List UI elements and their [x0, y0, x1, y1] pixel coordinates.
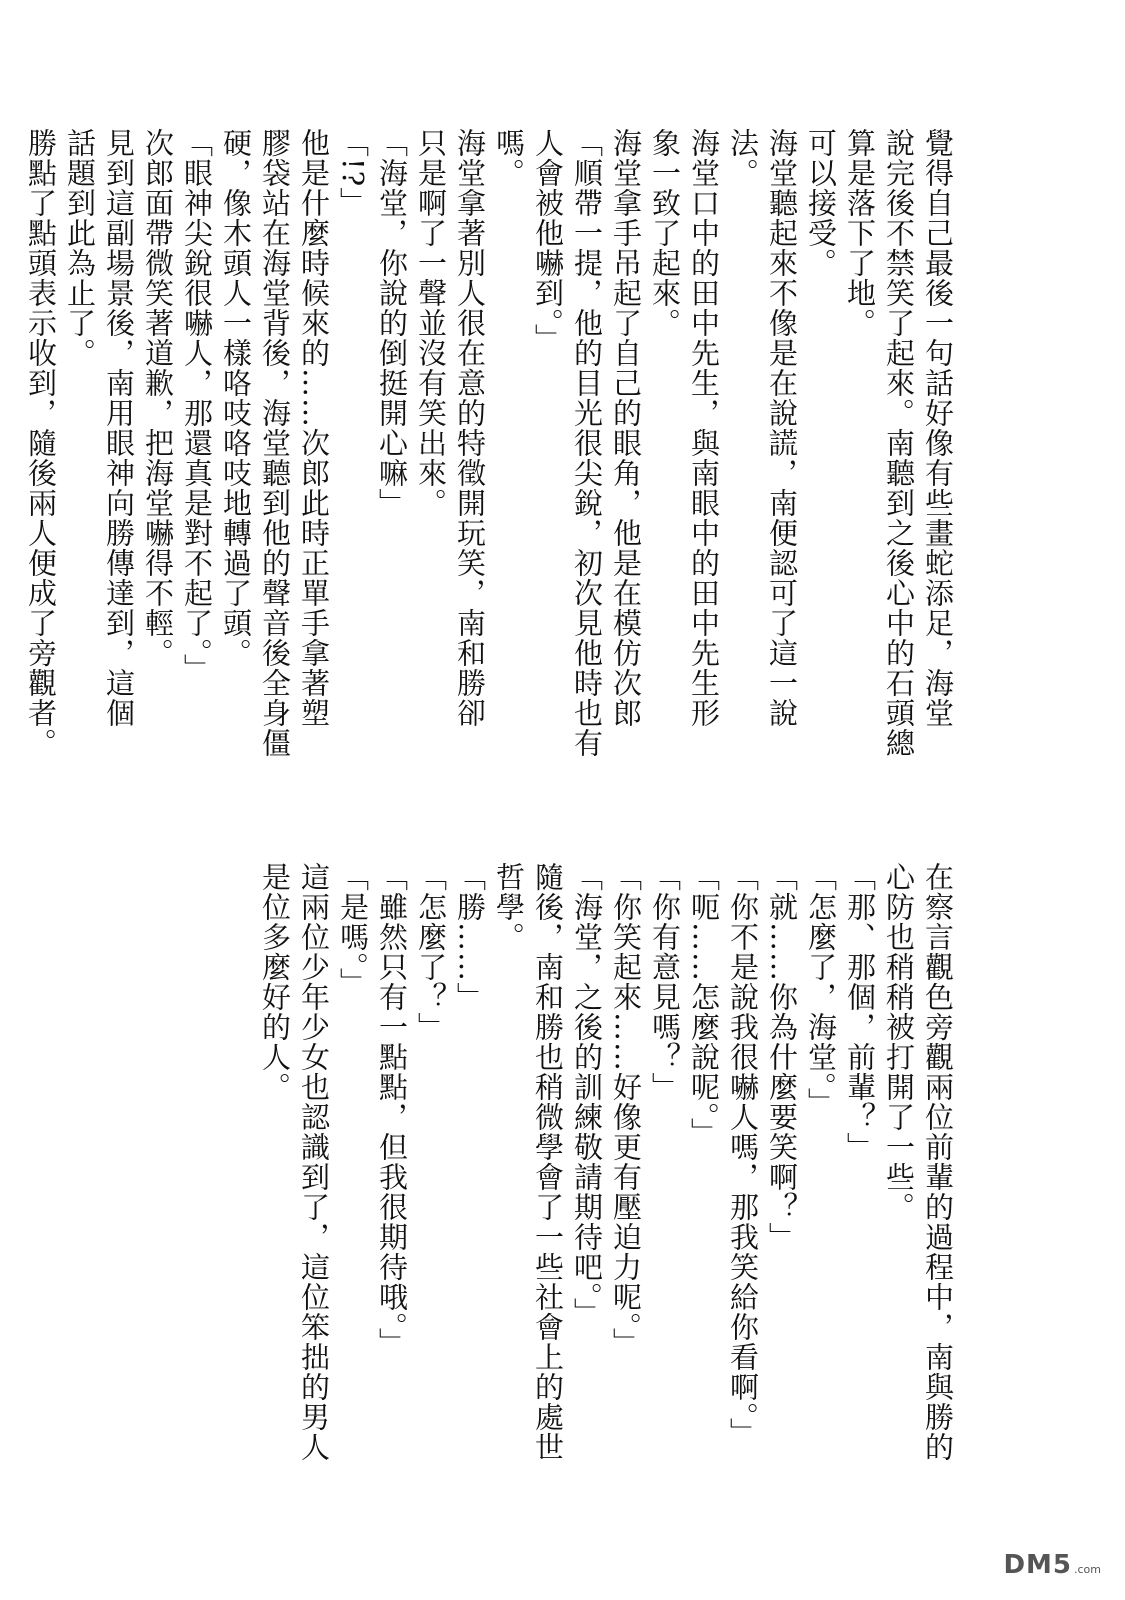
upper-text-column: 海堂聽起來不像是在說謊，南便認可了這一說	[765, 128, 799, 728]
lower-text-column: 「怎麼了？」	[414, 862, 448, 1042]
lower-text-block	[255, 862, 957, 1502]
lower-text-column: 「你笑起來……好像更有壓迫力呢。」	[609, 862, 643, 1358]
upper-text-block	[21, 128, 957, 768]
upper-text-column: 「海堂，你說的倒挺開心嘛」	[375, 128, 409, 518]
upper-text-column: 膠袋站在海堂背後，海堂聽到他的聲音後全身僵	[258, 128, 292, 758]
lower-text-column: 「呃……怎麼說呢。」	[687, 862, 721, 1148]
upper-text-column: 法。	[726, 128, 760, 188]
upper-text-column: 說完後不禁笑了起來。南聽到之後心中的石頭總	[882, 128, 916, 758]
lower-text-column: 「怎麼了，海堂。」	[804, 862, 838, 1118]
upper-text-column: 海堂拿手吊起了自己的眼角，他是在模仿次郎	[609, 128, 643, 728]
upper-text-column: 話題到此為止了。	[63, 128, 97, 368]
lower-text-column: 哲學。	[492, 862, 526, 952]
upper-text-column: 他是什麼時候來的……次郎此時正單手拿著塑	[297, 128, 331, 728]
lower-text-column: 「海堂，之後的訓練敬請期待吧。」	[570, 862, 604, 1328]
upper-text-column: 次郎面帶微笑著道歉，把海堂嚇得不輕。	[141, 128, 175, 668]
lower-text-column: 「你有意見嗎？」	[648, 862, 682, 1102]
upper-text-column: 只是啊了一聲並沒有笑出來。	[414, 128, 448, 518]
upper-text-column: 見到這副場景後，南用眼神向勝傳達到，這個	[102, 128, 136, 728]
lower-text-column: 「是嗎。」	[336, 862, 370, 998]
lower-text-column: 心防也稍稍被打開了一些。	[882, 862, 916, 1222]
upper-text-column: 勝點了點頭表示收到，隨後兩人便成了旁觀者。	[24, 128, 58, 758]
lower-text-column: 「那、那個，前輩？」	[843, 862, 877, 1162]
lower-text-column: 這兩位少年少女也認識到了，這位笨拙的男人	[297, 862, 331, 1462]
upper-text-column: 「眼神尖銳很嚇人，那還真是對不起了。」	[180, 128, 214, 684]
lower-text-column: 在察言觀色旁觀兩位前輩的過程中，南與勝的	[921, 862, 955, 1462]
upper-text-column: 象一致了起來。	[648, 128, 682, 338]
upper-text-column: 嗎。	[492, 128, 526, 188]
lower-text-column: 「雖然只有一點點，但我很期待哦。」	[375, 862, 409, 1358]
upper-text-column: 覺得自己最後一句話好像有些畫蛇添足，海堂	[921, 128, 955, 728]
lower-text-column: 「就……你為什麼要笑啊？」	[765, 862, 799, 1252]
watermark-brand: DM5	[1003, 1550, 1072, 1580]
lower-text-column: 「你不是說我很嚇人嗎，那我笑給你看啊。」	[726, 862, 760, 1448]
upper-text-column: 可以接受。	[804, 128, 838, 278]
upper-text-column: 海堂口中的田中先生，與南眼中的田中先生形	[687, 128, 721, 728]
site-watermark	[1003, 1550, 1101, 1580]
lower-text-column: 隨後，南和勝也稍微學會了一些社會上的處世	[531, 862, 565, 1462]
upper-text-column: 硬，像木頭人一樣咯吱咯吱地轉過了頭。	[219, 128, 253, 668]
lower-text-column: 「勝……」	[453, 862, 487, 1012]
upper-text-column: 「!?」	[336, 128, 370, 218]
upper-text-column: 「順帶一提，他的目光很尖銳，初次見他時也有	[570, 128, 604, 758]
upper-text-column: 人會被他嚇到。」	[531, 128, 565, 354]
watermark-suffix: .com	[1074, 1563, 1101, 1576]
upper-text-column: 海堂拿著別人很在意的特徵開玩笑，南和勝卻	[453, 128, 487, 728]
lower-text-column: 是位多麼好的人。	[258, 862, 292, 1102]
upper-text-column: 算是落下了地。	[843, 128, 877, 338]
